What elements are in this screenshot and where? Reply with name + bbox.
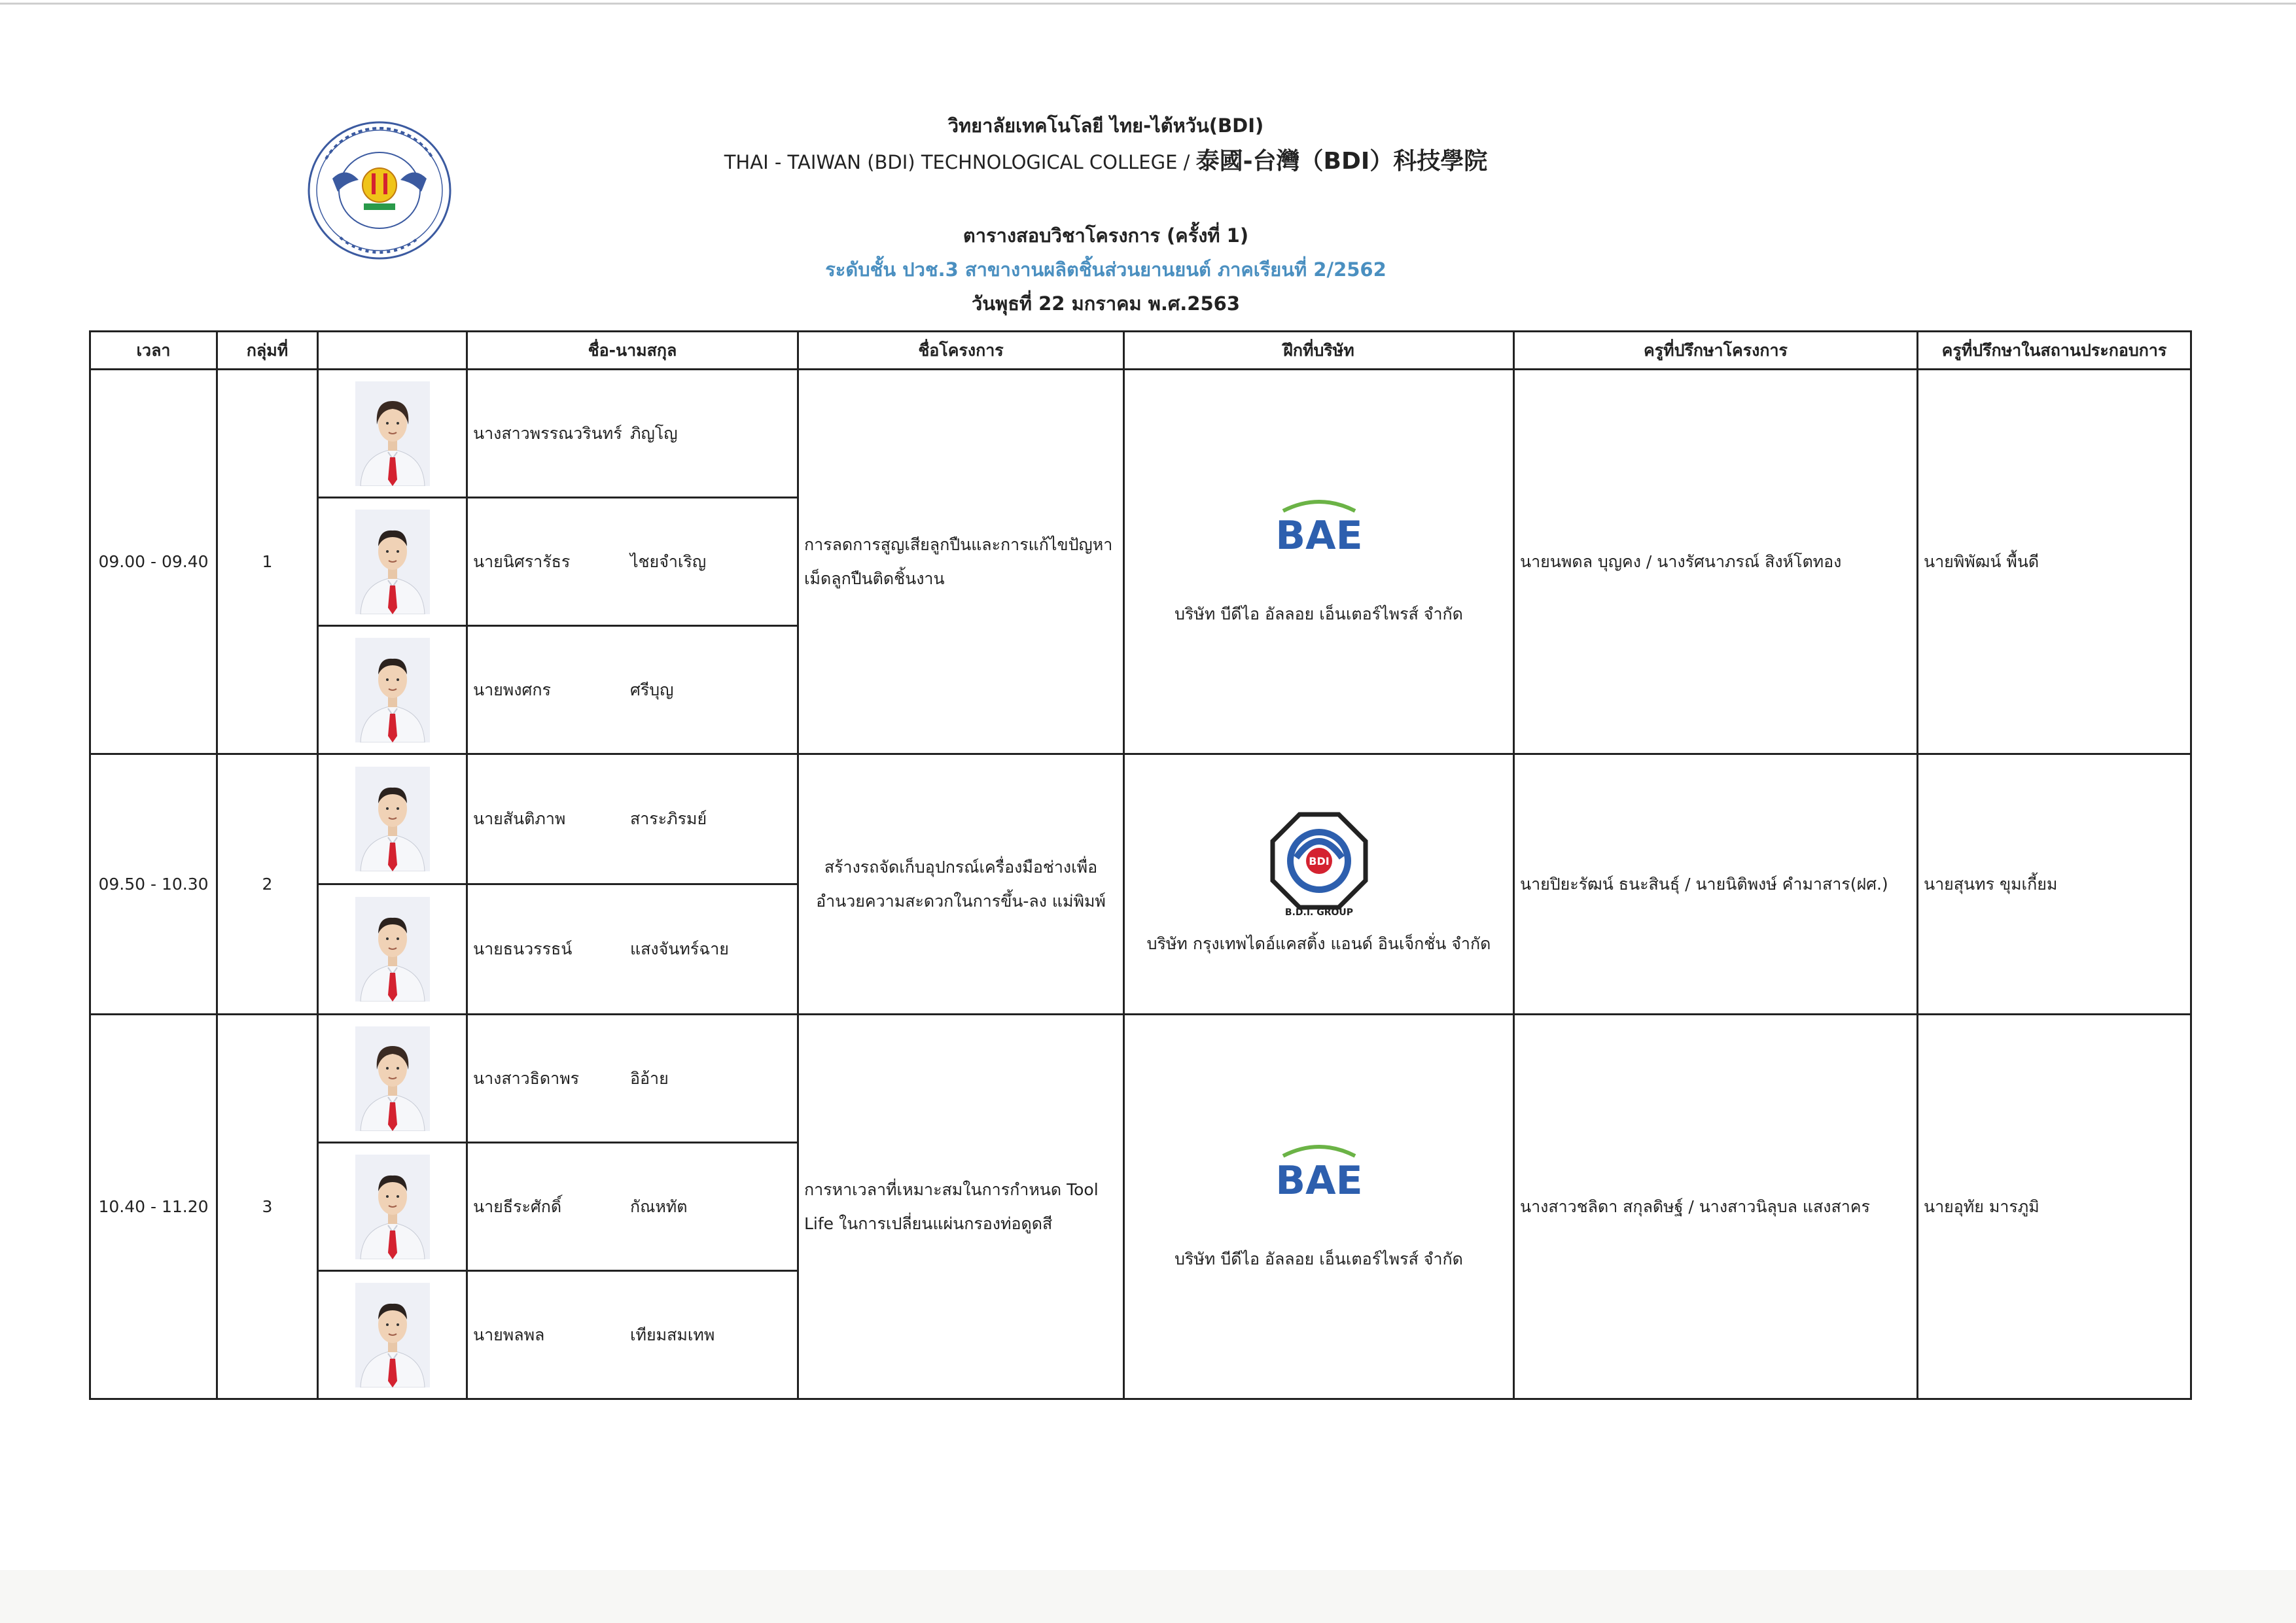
svg-text:BAE: BAE xyxy=(1275,512,1363,555)
mentor-cell: นายพิพัฒน์ พื้นดี xyxy=(1918,370,2191,754)
col-header-company: ฝึกที่บริษัท xyxy=(1124,332,1514,370)
last-name: ภิญโญ xyxy=(630,423,678,443)
last-name: กัณหทัต xyxy=(630,1196,688,1216)
last-name: ไชยจำเริญ xyxy=(630,551,707,571)
company-name: บริษัท กรุงเทพไดอ์แคสติ้ง แอนด์ อินเจ็กชั่น จำกัด xyxy=(1146,934,1491,953)
photo-cell xyxy=(318,498,467,626)
svg-text:BDI: BDI xyxy=(1308,854,1330,867)
first-name: นายพลพล xyxy=(473,1325,545,1344)
college-seal-logo xyxy=(306,120,453,261)
last-name: เทียมสมเทพ xyxy=(630,1325,715,1344)
student-photo xyxy=(355,1283,430,1387)
exam-date: วันพุธที่ 22 มกราคม พ.ศ.2563 xyxy=(971,292,1240,315)
student-photo xyxy=(355,381,430,486)
name-cell xyxy=(467,1015,798,1143)
time-cell: 10.40 - 11.20 xyxy=(90,1015,217,1399)
col-header-group: กลุ่มที่ xyxy=(217,332,318,370)
name-cell xyxy=(467,1143,798,1271)
time-cell: 09.00 - 09.40 xyxy=(90,370,217,754)
svg-text:B.D.I. GROUP: B.D.I. GROUP xyxy=(1284,907,1353,916)
bdi-group-company-logo xyxy=(1270,812,1368,916)
name-cell xyxy=(467,370,798,498)
name-cell xyxy=(467,1271,798,1399)
student-photo xyxy=(355,897,430,1002)
col-header-time: เวลา xyxy=(90,332,217,370)
col-header-name: ชื่อ-นามสกุล xyxy=(467,332,798,370)
student-photo xyxy=(355,510,430,614)
bottom-scan-strip xyxy=(0,1570,2296,1623)
photo-cell xyxy=(318,1271,467,1399)
project-cell: สร้างรถจัดเก็บอุปกรณ์เครื่องมือช่างเพื่ออำนวยความสะดวกในการขึ้น-ลง แม่พิมพ์ xyxy=(798,754,1124,1015)
last-name: อิอ้าย xyxy=(630,1068,669,1088)
photo-cell xyxy=(318,370,467,498)
photo-cell xyxy=(318,1143,467,1271)
company-cell xyxy=(1124,370,1514,754)
mentor-cell: นายสุนทร ขุมเกี้ยม xyxy=(1918,754,2191,1015)
first-name: นายนิศรารัธร xyxy=(473,551,571,571)
name-cell xyxy=(467,626,798,754)
name-cell xyxy=(467,498,798,626)
group-number-cell: 2 xyxy=(217,754,318,1015)
col-header-mentor: ครูที่ปรึกษาในสถานประกอบการ xyxy=(1918,332,2191,370)
last-name: ศรีบุญ xyxy=(630,680,674,699)
student-photo xyxy=(355,638,430,742)
table-row xyxy=(90,754,2191,884)
level-program-term: ระดับชั้น ปวช.3 สาขางานผลิตชิ้นส่วนยานยนต์ ภาคเรียนที่ 2/2562 xyxy=(825,258,1386,281)
advisor-cell: นางสาวชลิดา สกุลดิษฐ์ / นางสาวนิลุบล แสงสาคร xyxy=(1514,1015,1918,1399)
college-name-chinese: 泰國-台灣（BDI）科技學院 xyxy=(1195,148,1488,175)
name-cell xyxy=(467,884,798,1015)
company-cell xyxy=(1124,1015,1514,1399)
photo-cell xyxy=(318,754,467,884)
student-photo xyxy=(355,1155,430,1259)
col-header-advisor: ครูที่ปรึกษาโครงการ xyxy=(1514,332,1918,370)
student-photo xyxy=(355,767,430,871)
first-name: นายธนวรรธน์ xyxy=(473,939,573,958)
bae-company-logo xyxy=(1263,1142,1375,1200)
table-row xyxy=(90,1015,2191,1143)
group-number-cell: 3 xyxy=(217,1015,318,1399)
exam-schedule-table xyxy=(89,330,2192,1400)
table-row xyxy=(90,370,2191,498)
student-photo xyxy=(355,1026,430,1131)
project-cell: การหาเวลาที่เหมาะสมในการกำหนด Tool Life ในการเปลี่ยนแผ่นกรองท่อดูดสี xyxy=(798,1015,1124,1399)
college-name-english: THAI - TAIWAN (BDI) TECHNOLOGICAL COLLEGE / xyxy=(724,151,1190,173)
svg-text:BAE: BAE xyxy=(1275,1157,1363,1200)
first-name: นายพงศกร xyxy=(473,680,551,699)
project-cell: การลดการสูญเสียลูกปืนและการแก้ไขปัญหาเม็ดลูกปืนติดชิ้นงาน xyxy=(798,370,1124,754)
mentor-cell: นายอุทัย มารภูมิ xyxy=(1918,1015,2191,1399)
photo-cell xyxy=(318,884,467,1015)
name-cell xyxy=(467,754,798,884)
first-name: นางสาวพรรณวรินทร์ xyxy=(473,423,622,443)
col-header-project: ชื่อโครงการ xyxy=(798,332,1124,370)
advisor-cell: นายปิยะรัฒน์ ธนะสินธุ์ / นายนิติพงษ์ คำมาสาร(ฝศ.) xyxy=(1514,754,1918,1015)
col-header-photo xyxy=(318,332,467,370)
last-name: แสงจันทร์ฉาย xyxy=(630,939,729,958)
photo-cell xyxy=(318,626,467,754)
schedule-title: ตารางสอบวิชาโครงการ (ครั้งที่ 1) xyxy=(963,224,1249,247)
table-header-row xyxy=(90,332,2191,370)
photo-cell xyxy=(318,1015,467,1143)
group-number-cell: 1 xyxy=(217,370,318,754)
first-name: นางสาวธิดาพร xyxy=(473,1068,580,1088)
company-cell xyxy=(1124,754,1514,1015)
first-name: นายธีระศักดิ์ xyxy=(473,1196,562,1216)
last-name: สาระภิรมย์ xyxy=(630,809,707,828)
company-name: บริษัท บีดีไอ อัลลอย เอ็นเตอร์ไพรส์ จำกัด xyxy=(1174,604,1463,623)
bae-company-logo xyxy=(1263,497,1375,555)
college-name-en-cn xyxy=(694,143,1518,180)
college-name-thai: วิทยาลัยเทคโนโลยี ไทย-ไต้หวัน(BDI) xyxy=(947,114,1264,137)
time-cell: 09.50 - 10.30 xyxy=(90,754,217,1015)
advisor-cell: นายนพดล บุญคง / นางรัศนาภรณ์ สิงห์โตทอง xyxy=(1514,370,1918,754)
first-name: นายสันติภาพ xyxy=(473,809,566,828)
document-header xyxy=(694,108,1518,321)
top-rule xyxy=(0,3,2296,5)
company-name: บริษัท บีดีไอ อัลลอย เอ็นเตอร์ไพรส์ จำกัด xyxy=(1174,1249,1463,1268)
